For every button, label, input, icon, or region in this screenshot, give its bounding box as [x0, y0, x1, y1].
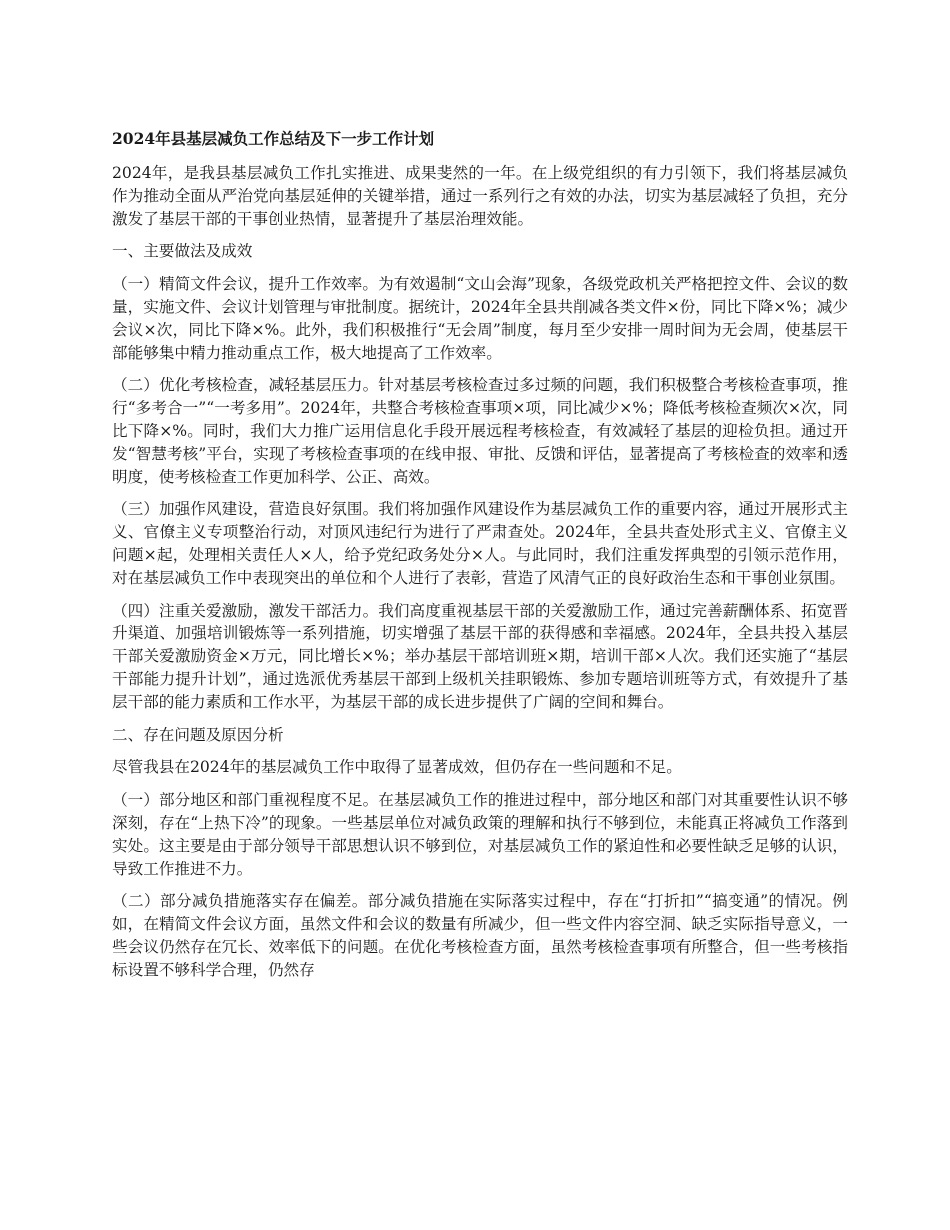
intro-paragraph: 2024年，是我县基层减负工作扎实推进、成果斐然的一年。在上级党组织的有力引领下，我们将基层减负作为推动全面从严治党向基层延伸的关键举措，通过一系列行之有效的办法，切实为基层减轻了负担，充分激发了基层干部的干事创业热情，显著提升了基层治理效能。: [112, 164, 848, 228]
problem-paragraph-2: （二）部分减负措施落实存在偏差。部分减负措施在实际落实过程中，存在“打折扣”“搞变通”的情况。例如，在精简文件会议方面，虽然文件和会议的数量有所减少，但一些文件内容空洞、缺乏实际指导意义，一些会议仍然存在冗长、效率低下的问题。在优化考核检查方面，虽然考核检查事项有所整合，但一些考核指标设置不够科学合理，仍然存: [112, 892, 848, 979]
section-heading-measures: 一、主要做法及成效: [112, 242, 253, 261]
measure-paragraph-3: （三）加强作风建设，营造良好氛围。我们将加强作风建设作为基层减负工作的重要内容，通过开展形式主义、官僚主义专项整治行动，对顶风违纪行为进行了严肃查处。2024年，全县共查处形式主义、官僚主义问题×起，处理相关责任人×人，给予党纪政务处分×人。与此同时，我们注重发挥典型的引领示范作用，对在基层减负工作中表现突出的单位和个人进行了表彰，营造了风清气正的良好政治生态和干事创业氛围。: [112, 500, 848, 587]
problems-intro-paragraph: 尽管我县在2024年的基层减负工作中取得了显著成效，但仍存在一些问题和不足。: [112, 758, 682, 777]
problem-paragraph-1: （一）部分地区和部门重视程度不足。在基层减负工作的推进过程中，部分地区和部门对其重要性认识不够深刻，存在“上热下冷”的现象。一些基层单位对减负政策的理解和执行不够到位，未能真正将减负工作落到实处。这主要是由于部分领导干部思想认识不够到位，对基层减负工作的紧迫性和必要性缺乏足够的认识，导致工作推进不力。: [112, 791, 848, 878]
measure-paragraph-2: （二）优化考核检查，减轻基层压力。针对基层考核检查过多过频的问题，我们积极整合考核检查事项，推行“多考合一”“一考多用”。2024年，共整合考核检查事项×项，同比减少×%；降低考核检查频次×次，同比下降×%。同时，我们大力推广运用信息化手段开展远程考核检查，有效减轻了基层的迎检负担。通过开发“智慧考核”平台，实现了考核检查事项的在线申报、审批、反馈和评估，显著提高了考核检查的效率和透明度，使考核检查工作更加科学、公正、高效。: [112, 376, 848, 486]
document-title: 2024年县基层减负工作总结及下一步工作计划: [112, 129, 435, 148]
measure-paragraph-4: （四）注重关爱激励，激发干部活力。我们高度重视基层干部的关爱激励工作，通过完善薪酬体系、拓宽晋升渠道、加强培训锻炼等一系列措施，切实增强了基层干部的获得感和幸福感。2024年，全县共投入基层干部关爱激励资金×万元，同比增长×%；举办基层干部培训班×期，培训干部×人次。我们还实施了“基层干部能力提升计划”，通过选派优秀基层干部到上级机关挂职锻炼、参加专题培训班等方式，有效提升了基层干部的能力素质和工作水平，为基层干部的成长进步提供了广阔的空间和舞台。: [112, 601, 848, 711]
document-page: [112, 128, 848, 992]
measure-paragraph-1: （一）精简文件会议，提升工作效率。为有效遏制“文山会海”现象，各级党政机关严格把控文件、会议的数量，实施文件、会议计划管理与审批制度。据统计，2024年全县共削减各类文件×份，同比下降×%；减少会议×次，同比下降×%。此外，我们积极推行“无会周”制度，每月至少安排一周时间为无会周，使基层干部能够集中精力推动重点工作，极大地提高了工作效率。: [112, 275, 848, 362]
section-heading-problems: 二、存在问题及原因分析: [112, 725, 284, 744]
